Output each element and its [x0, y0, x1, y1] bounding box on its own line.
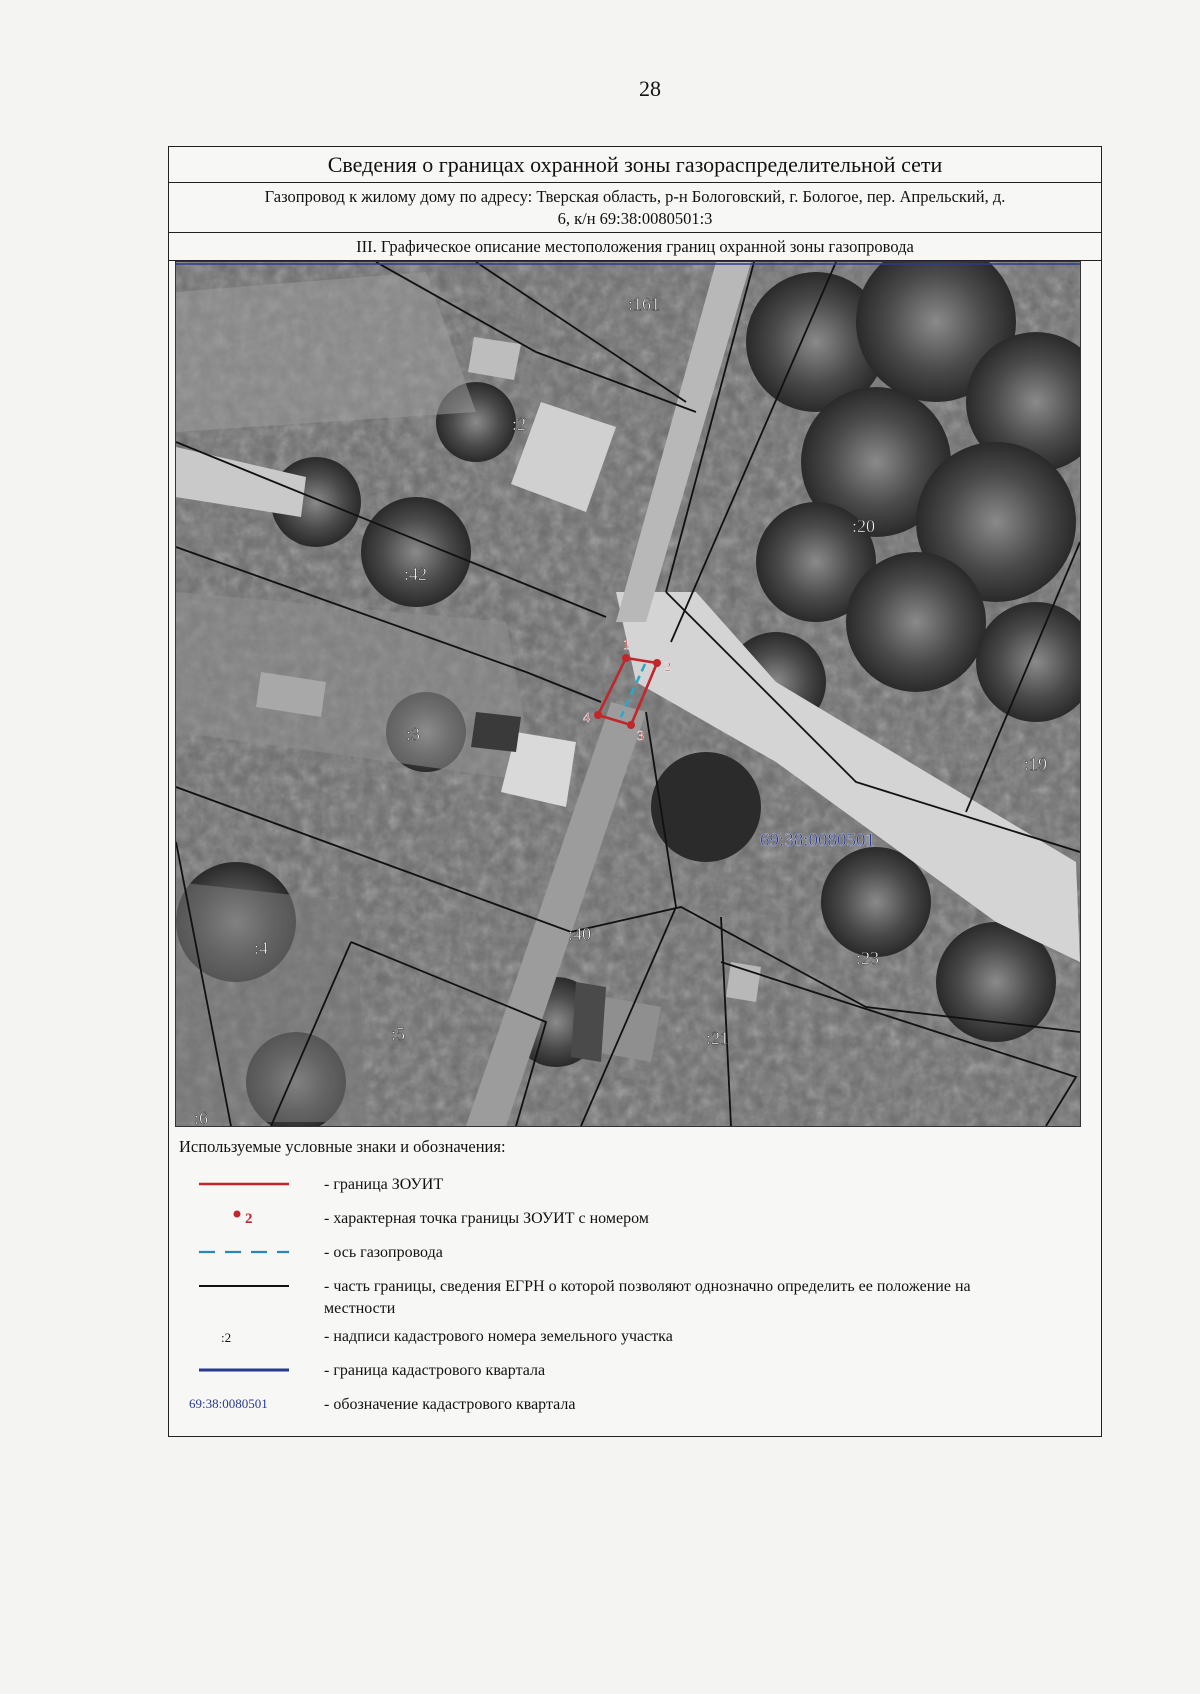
object-description-line-1: Газопровод к жилому дому по адресу: Тверская область, р-н Бологовский, г. Бологое, пер. Апрельский, д. — [264, 187, 1006, 206]
parcel-label: :42 — [404, 564, 428, 584]
legend-text: - надписи кадастрового номера земельного участка — [324, 1328, 673, 1345]
zouit-point — [594, 711, 602, 719]
parcel-label: :21 — [706, 1028, 730, 1048]
point-label: 1 — [623, 638, 630, 653]
legend-item-zouit-boundary — [179, 1172, 1079, 1206]
legend — [179, 1172, 1079, 1426]
parcel-label: :5 — [391, 1024, 406, 1044]
page-number: 28 — [639, 76, 661, 101]
blue-dash-symbol — [179, 1240, 309, 1264]
legend-text: - обозначение кадастрового квартала — [324, 1396, 576, 1413]
quarter-label: 69:38:0080501 — [760, 830, 876, 851]
point-symbol-number: 2 — [245, 1211, 253, 1227]
parcel-label: :4 — [254, 938, 269, 958]
legend-item-egrn-boundary — [179, 1274, 1079, 1324]
parcel-label: :3 — [406, 724, 421, 744]
object-description-line-2: 6, к/н 69:38:0080501:3 — [557, 209, 713, 228]
legend-item-quarter-boundary — [179, 1358, 1079, 1392]
legend-text: - характерная точка границы ЗОУИТ с номером — [324, 1210, 649, 1227]
legend-item-zouit-point — [179, 1206, 1079, 1240]
section-heading: III. Графическое описание местоположения границ охранной зоны газопровода — [169, 233, 1101, 261]
document-title: Сведения о границах охранной зоны газораспределительной сети — [169, 147, 1101, 183]
quarter-code-symbol: 69:38:0080501 — [189, 1396, 268, 1411]
map-canvas — [176, 262, 1080, 1126]
legend-title: Используемые условные знаки и обозначения: — [179, 1137, 506, 1156]
red-point-symbol — [179, 1206, 309, 1230]
aerial-map — [175, 261, 1081, 1127]
zouit-point — [653, 659, 661, 667]
parcel-label: :23 — [856, 948, 880, 968]
parcel-label: :19 — [1024, 754, 1048, 774]
point-label: 4 — [583, 711, 590, 726]
parcel-label: :20 — [852, 516, 876, 536]
object-description — [169, 183, 1101, 233]
legend-text: - граница кадастрового квартала — [324, 1362, 546, 1379]
zouit-point — [627, 721, 635, 729]
legend-item-parcel-label — [179, 1324, 1079, 1358]
legend-item-quarter-code — [179, 1392, 1079, 1426]
parcel-label: :40 — [568, 924, 592, 944]
legend-text: - часть границы, сведения ЕГРН о которой позволяют однозначно определить ее положение на местности — [324, 1278, 971, 1317]
point-label: 2 — [664, 660, 671, 675]
point-label: 3 — [637, 729, 644, 744]
black-line-symbol — [179, 1274, 309, 1298]
navy-line-symbol — [179, 1358, 309, 1382]
legend-item-gas-axis — [179, 1240, 1079, 1274]
zouit-point — [622, 654, 630, 662]
legend-text: - граница ЗОУИТ — [324, 1176, 444, 1193]
red-line-symbol — [179, 1172, 309, 1196]
document-frame — [168, 146, 1102, 1437]
parcel-label-symbol: :2 — [221, 1330, 232, 1345]
legend-text: - ось газопровода — [324, 1244, 443, 1261]
parcel-label: :161 — [628, 294, 661, 314]
parcel-label: :2 — [512, 414, 527, 434]
parcel-label: :6 — [194, 1108, 209, 1126]
